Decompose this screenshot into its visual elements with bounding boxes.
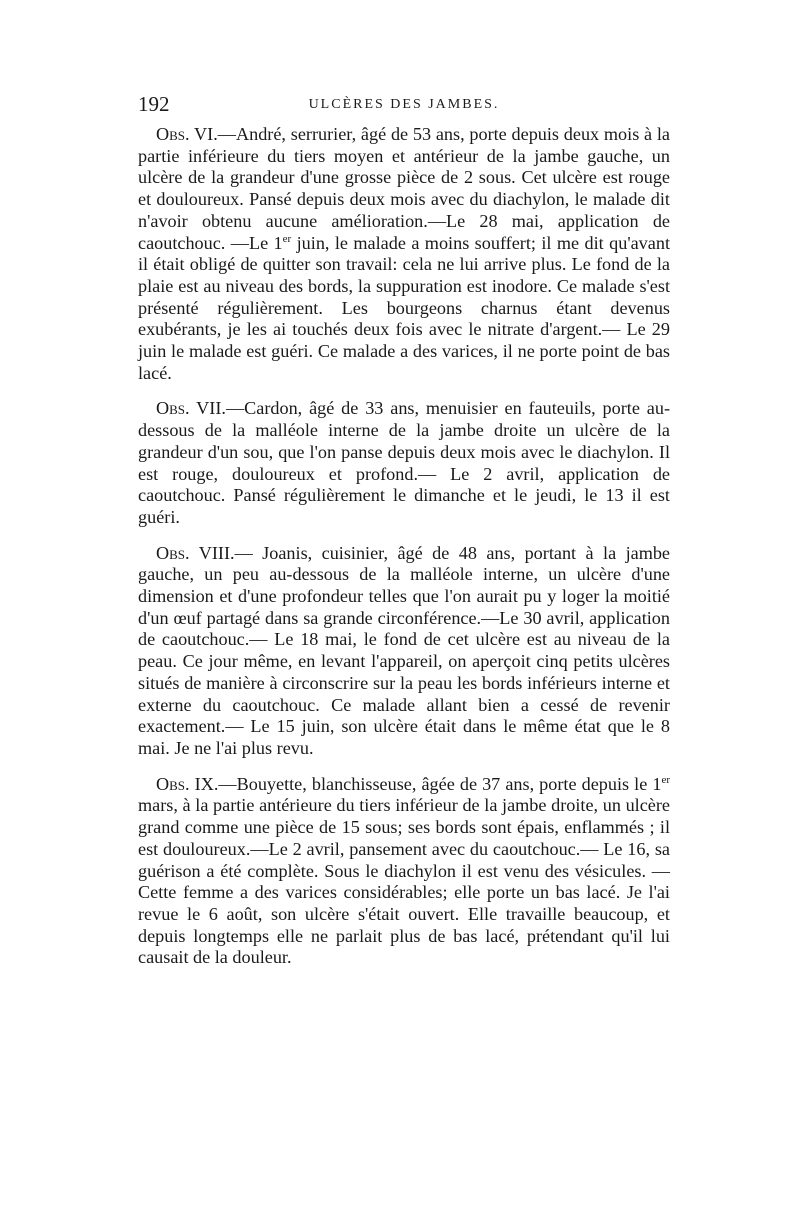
observation-ix [138,774,670,969]
observation-vii [138,398,670,528]
obs-label: Obs. [156,398,190,419]
observation-vi [138,124,670,384]
obs-text: —Bouyette, blanchisseuse, âgée de 37 ans, porte depuis le 1 [218,773,662,794]
obs-number: VIII. [198,542,235,563]
obs-text: — Joanis, cuisinier, âgé de 48 ans, portant à la jambe gauche, un peu au-dessous de la malléole interne, un ulcère d'une dimension et d'une profondeur telles que l'on aurait pu y loger la moitié d'un œuf partagé dans sa grande circonférence.—Le 30 avril, application de caoutchouc.— Le 18 mai, le fond de cet ulcère est au niveau de la peau. Ce jour même, en levant l'appareil, on aperçoit cinq petits ulcères situés de manière à circonscrire sur la peau les bords inférieurs interne et externe du caoutchouc. Ce malade allant bien a cessé de revenir exactement.— Le 15 juin, son ulcère était dans le même état que le 8 mai. Je ne l'ai plus revu. [138,542,671,758]
obs-text: mars, à la partie antérieure du tiers inférieur de la jambe droite, un ulcère grand comme une pièce de 15 sous; ses bords sont épais, enflammés ; il est douloureux.—Le 2 avril, pansement avec du caoutchouc.— Le 16, sa guérison a été complète. Sous le diachylon il est venu des vésicules. —Cette femme a des varices considérables; elle porte un bas lacé. Je l'ai revue le 6 août, son ulcère s'était ouvert. Elle travaille beaucoup, et depuis longtemps elle ne parlait plus de bas lacé, prétendant qu'il lui causait de la douleur. [138,795,670,968]
ordinal-superscript: er [282,232,292,245]
obs-number: VI. [194,124,218,144]
running-header [138,92,670,124]
observation-viii [138,543,670,760]
obs-label: Obs. [156,124,190,144]
page-number: 192 [138,92,170,116]
obs-text: juin, le malade a moins souffert; il me dit qu'avant il était obligé de quitter son travail: cela ne lui arrive plus. Le fond de la plaie est au niveau des bords, la suppuration est inodore. Ce malade s'est présenté régulièrement. Les bourgeons charnus étant devenus exubérants, je les ai touchés deux fois avec le nitrate d'argent.— Le 29 juin le malade est guéri. Ce malade a des varices, il ne porte point de bas lacé. [138,232,670,383]
obs-label: Obs. [156,542,190,563]
book-page [138,92,670,969]
obs-number: VII. [196,398,226,419]
obs-label: Obs. [156,773,190,794]
obs-number: IX. [194,773,219,794]
obs-text: —Cardon, âgé de 33 ans, menuisier en fauteuils, porte au-dessous de la malléole interne de la jambe droite un ulcère de la grandeur d'un sou, que l'on panse depuis deux mois avec le diachylon. Il est rouge, douloureux et profond.— Le 2 avril, application de caoutchouc. Pansé régulièrement le dimanche et le jeudi, le 13 il est guéri. [138,398,671,527]
obs-text: —André, serrurier, âgé de 53 ans, porte depuis deux mois à la partie inférieure du tiers moyen et antérieur de la jambe gauche, un ulcère de la grandeur d'une grosse pièce de 2 sous. Cet ulcère est rouge et douloureux. Pansé depuis deux mois avec du diachylon, le malade dit n'avoir obtenu aucune amélioration.—Le 28 mai, application de caoutchouc. —Le 1 [138,124,671,253]
ordinal-superscript: er [661,773,670,786]
running-title: ULCÈRES DES JAMBES. [308,97,500,112]
